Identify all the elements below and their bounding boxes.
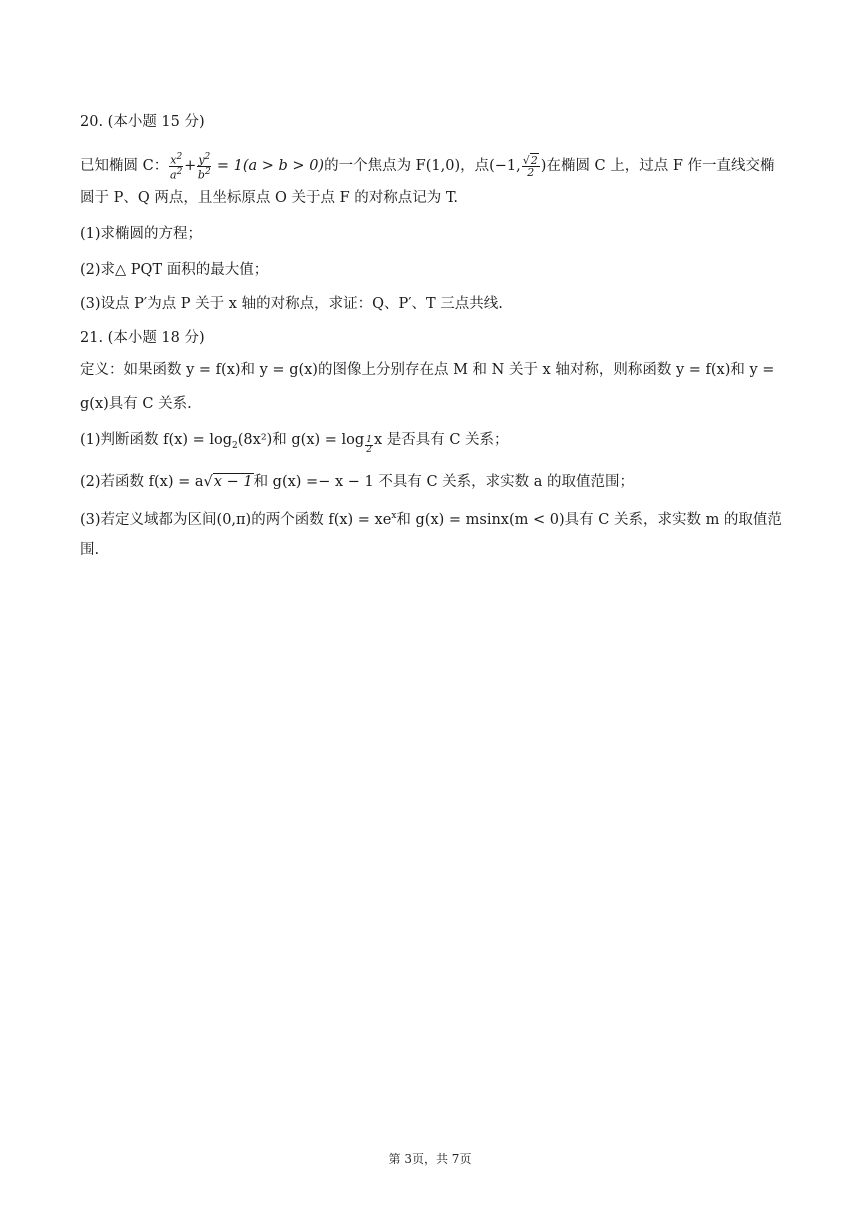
fraction-sqrt2-2: $\frac{√2}{2}$ bbox=[522, 153, 538, 179]
q21-part3-line2: 围. bbox=[80, 542, 100, 558]
q21-part3-line1: (3)若定义域都为区间(0,π)的两个函数 $f(x) = xe^x$和 g(x) = msinx(m < 0)具有 C 关系，求实数 m 的取值范 bbox=[80, 511, 782, 528]
q21-definition-line2: g(x)具有 C 关系. bbox=[80, 396, 192, 412]
fraction-x2-a2: $\frac{x^2}{a^2}$ bbox=[170, 152, 183, 182]
q21-header: 21. (本小题 18 分) bbox=[80, 330, 205, 346]
q21-part1: (1)判断函数 $f(x) = \log_2(8x^2)$和 g(x) = log $_{\frac{1}{2}}$ x 是否具有 C 关系； bbox=[80, 432, 509, 455]
q21-part2: (2)若函数 f(x) = a√x − 1和 g(x) =− x − 1 不具有 C 关系，求实数 a 的取值范围； bbox=[80, 474, 635, 490]
q21-definition-line1: 定义：如果函数 y = f(x)和 y = g(x)的图像上分别存在点 M 和 N 关于 x 轴对称，则称函数 y = f(x)和 y = bbox=[80, 362, 775, 378]
q20-part2: (2)求△ PQT 面积的最大值； bbox=[80, 262, 269, 278]
q20-part1: (1)求椭圆的方程； bbox=[80, 226, 203, 242]
fraction-one-half: 1 2 bbox=[366, 434, 372, 455]
sqrt-x-minus-1: x − 1 bbox=[213, 474, 253, 490]
page-footer: 第 3页，共 7页 bbox=[388, 1152, 472, 1166]
fraction-y2-b2: $\frac{y^2}{b^2}$ bbox=[197, 152, 211, 182]
q20-stem-line1: 已知椭圆 C： $\frac{x^2}{a^2}$ + $\frac{y^2}{b^2}$ = 1(a > b > 0)的一个焦点为 F(1,0)，点(−1, $\frac{√2}{2}$ )在椭圆 C 上，过点 F 作一直线交椭 bbox=[80, 152, 775, 182]
q20-stem-line2: 圆于 P、Q 两点，且坐标原点 O 关于点 F 的对称点记为 T. bbox=[80, 190, 459, 206]
ellipse-equation-rhs: = 1(a > b > 0) bbox=[212, 158, 325, 175]
q20-header: 20. (本小题 15 分) bbox=[80, 114, 205, 130]
q20-part3: (3)设点 P′为点 P 关于 x 轴的对称点，求证：Q、P′、T 三点共线. bbox=[80, 296, 503, 312]
